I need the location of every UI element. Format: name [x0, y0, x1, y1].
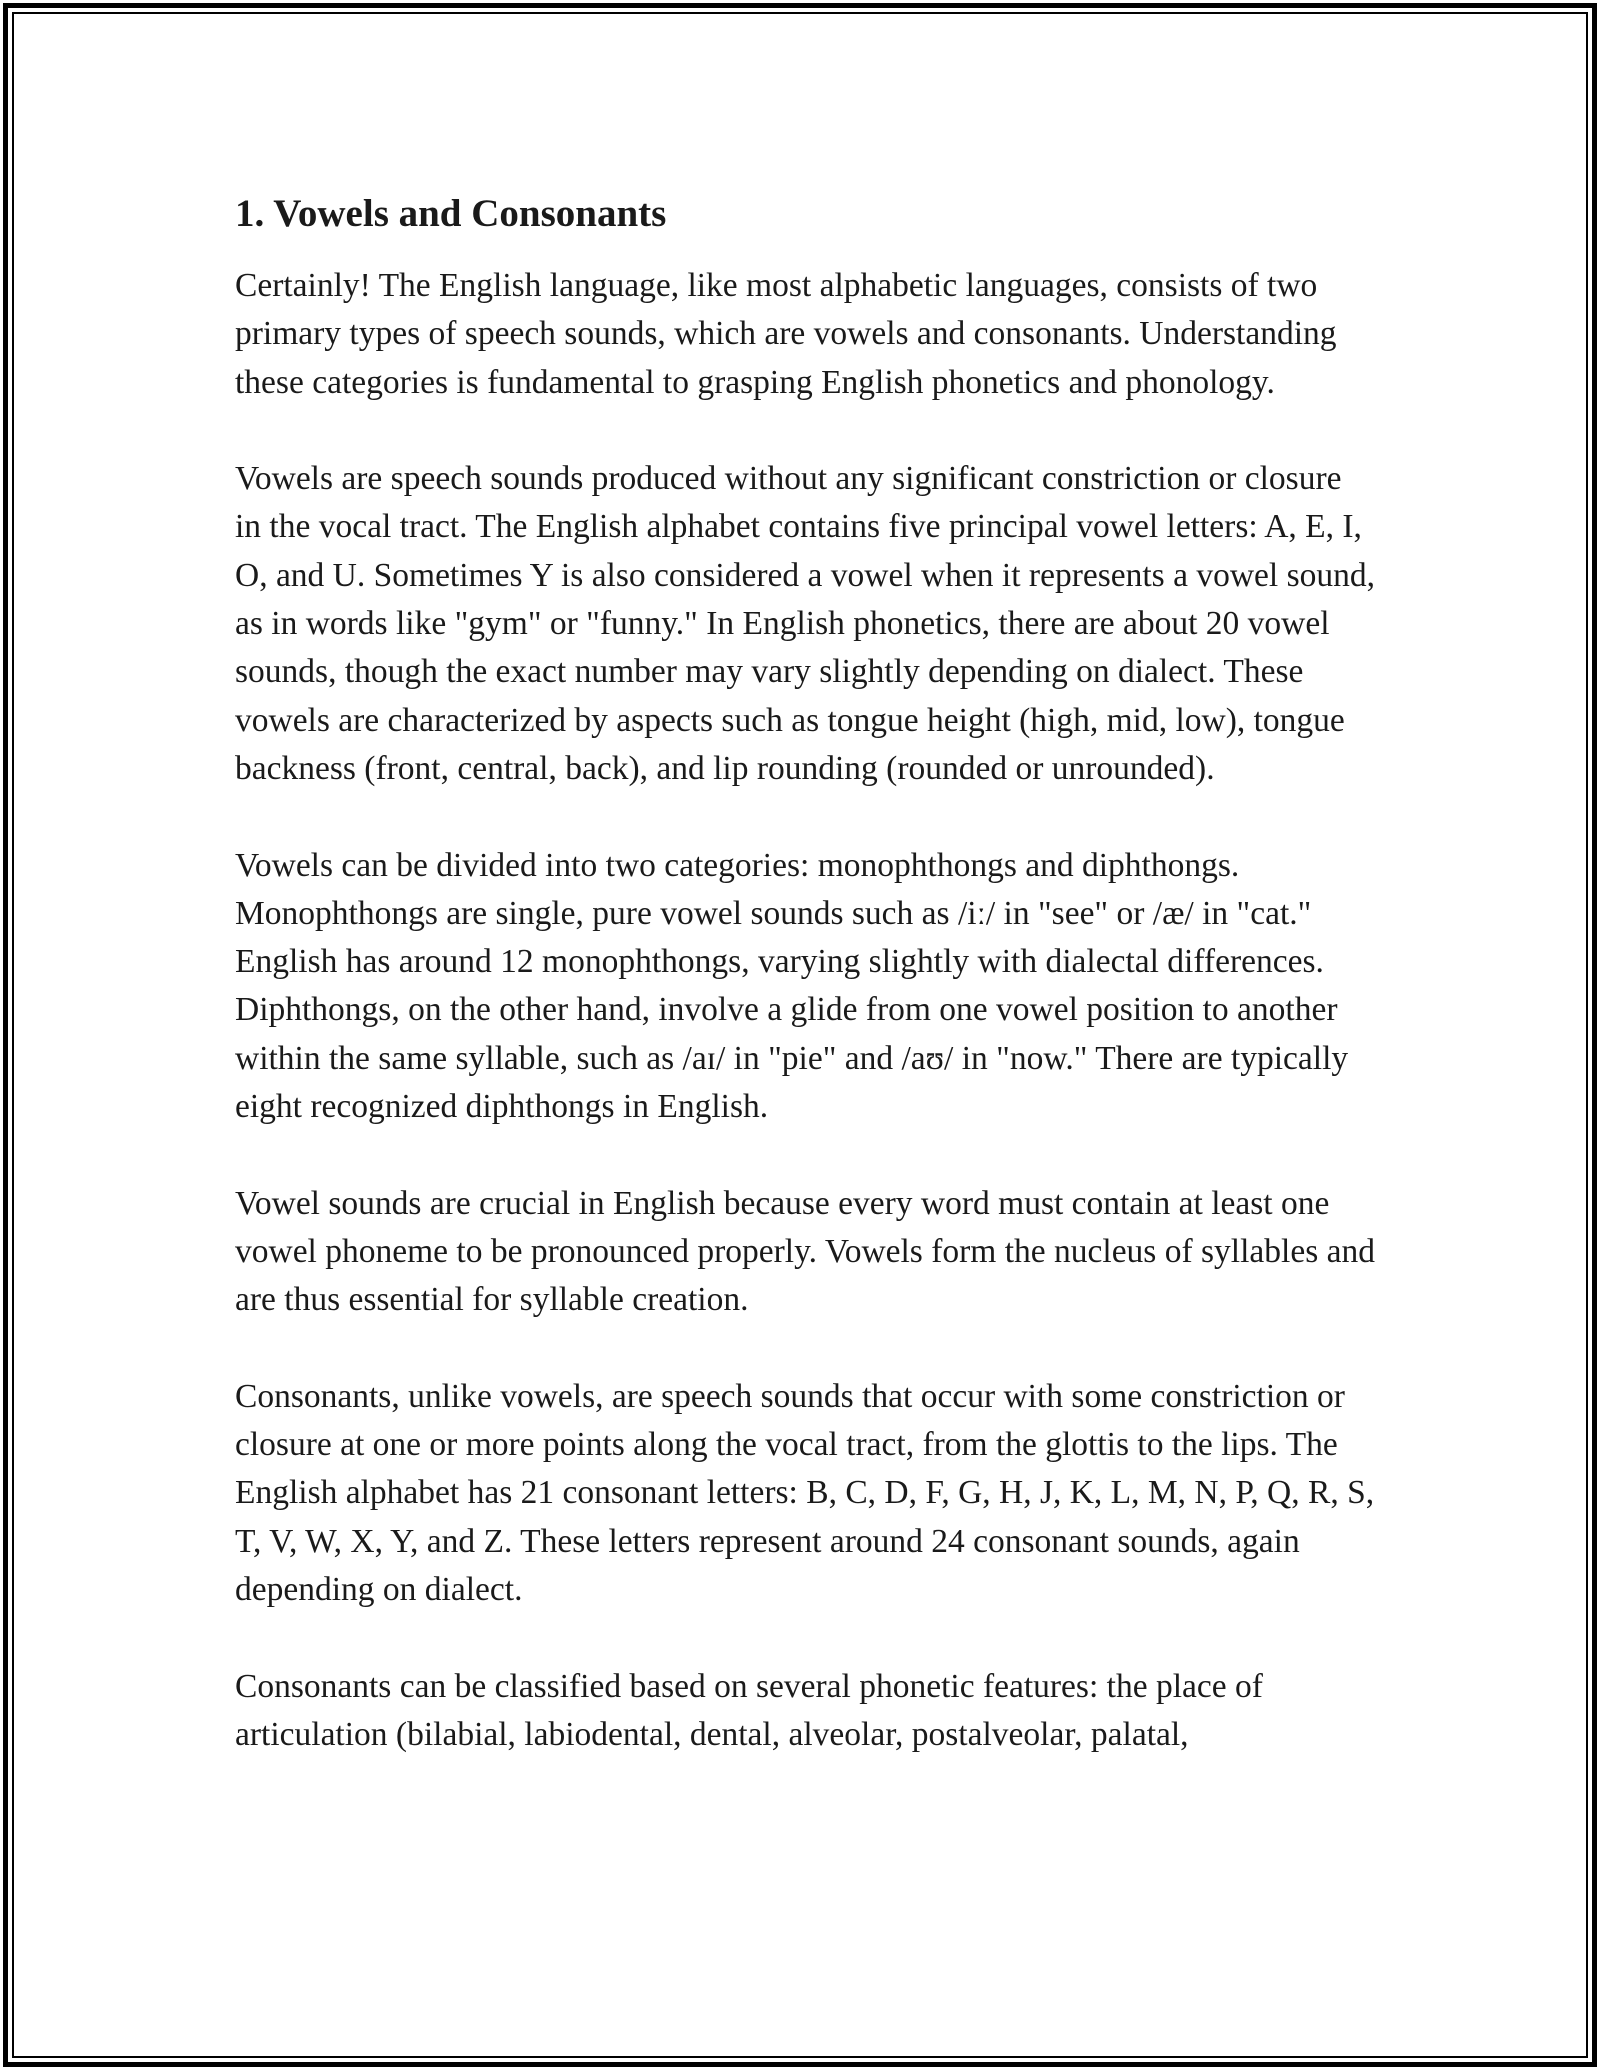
paragraph-vowel-importance: Vowel sounds are crucial in English because every word must contain at least one vowel phoneme to be pronounced properly. Vowels form the nucleus of syllables and are thus essential for syllable creation. — [235, 1184, 1375, 1319]
paragraph-consonants-definition: Consonants, unlike vowels, are speech sounds that occur with some constriction or closure at one or more points along the vocal tract, from the glottis to the lips. The English alphabet has 21 consonant letters: B, C, D, F, G, H, J, K, L, M, N, P, Q, R, S, T, V, W, X, Y, and Z. These letters represent around 24 consonant sounds, again depending on dialect. — [235, 1377, 1375, 1609]
section-heading: 1. Vowels and Consonants — [235, 192, 667, 235]
paragraph-consonant-classification: Consonants can be classified based on several phonetic features: the place of articulation (bilabial, labiodental, dental, alveolar, postalveolar, palatal, — [235, 1667, 1263, 1753]
paragraph-intro: Certainly! The English language, like most alphabetic languages, consists of two primary types of speech sounds, which are vowels and consonants. Understanding these categories is fundamental to grasping English phonetics and phonology. — [235, 267, 1337, 401]
paragraph-vowels-definition: Vowels are speech sounds produced without any significant constriction or closure in the vocal tract. The English alphabet contains five principal vowel letters: A, E, I, O, and U. Sometimes Y is also considered a vowel when it represents a vowel sound, as in words like "gym" or "funny." In English phonetics, there are about 20 vowel sounds, though the exact number may vary slightly depending on dialect. These vowels are characterized by aspects such as tongue height (high, mid, low), tongue backness (front, central, back), and lip rounding (rounded or unrounded). — [235, 460, 1375, 787]
document-body — [235, 186, 1375, 1808]
paragraph-monophthongs-diphthongs: Vowels can be divided into two categories: monophthongs and diphthongs. Monophthongs are single, pure vowel sounds such as /iː/ in "see" or /æ/ in "cat." English has around 12 monophthongs, varying slightly with dialectal differences. Diphthongs, on the other hand, involve a glide from one vowel position to another within the same syllable, such as /aɪ/ in "pie" and /aʊ/ in "now." There are typically eight recognized diphthongs in English. — [235, 846, 1349, 1126]
